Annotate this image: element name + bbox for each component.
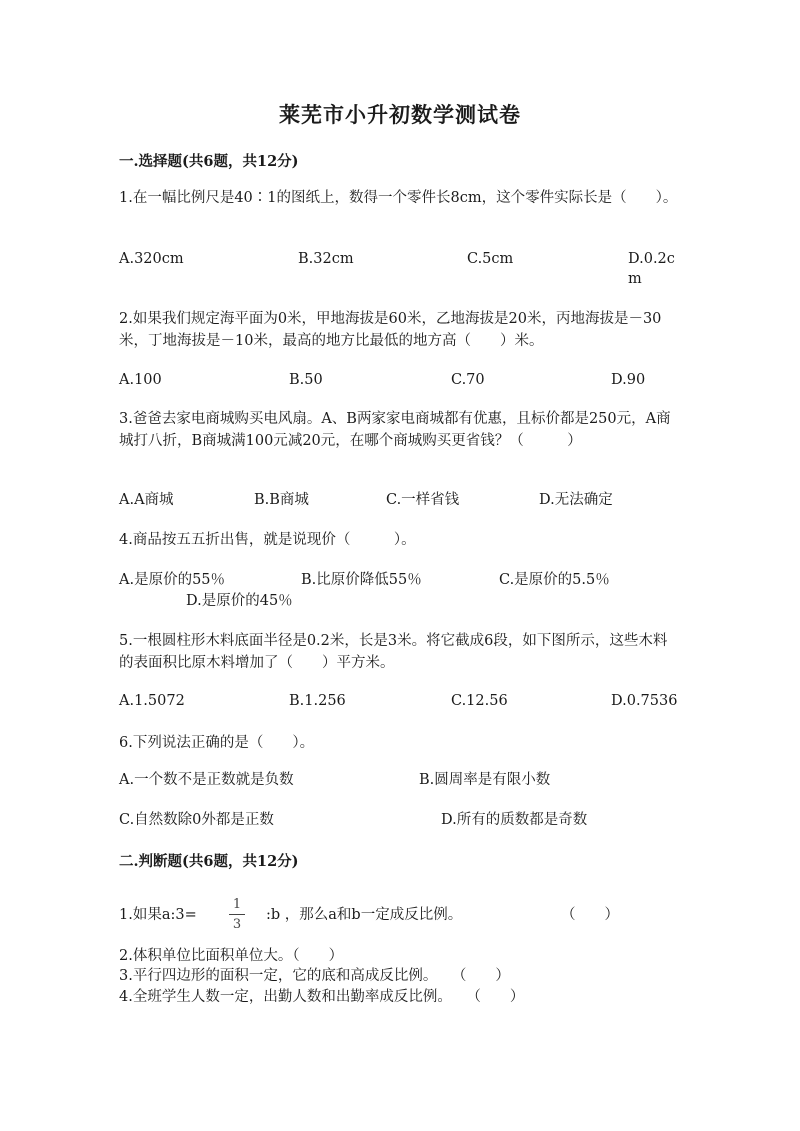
option-a: A.1.5072 [119,693,185,709]
judgement-3: 3.平行四边形的面积一定，它的底和高成反比例。 （ ） [119,968,510,984]
option-d: D.0.2cm [628,251,675,287]
option-b: B.圆周率是有限小数 [419,772,551,788]
option-d: D.所有的质数都是奇数 [441,812,588,828]
option-a: A.是原价的55％ [119,572,226,588]
option-d: D.0.7536 [611,693,678,709]
option-a: A.100 [119,372,162,388]
option-c: C.5cm [467,251,514,267]
fraction-numerator: 1 [232,897,242,912]
question-1: 1.在一幅比例尺是40∶1的图纸上，数得一个零件长8cm，这个零件实际长是（ ）。 [119,190,678,206]
option-b: B.比原价降低55％ [301,572,422,588]
section-heading-judgement: 二.判断题(共6题，共12分) [119,853,299,870]
option-c: C.12.56 [451,693,508,709]
option-c: C.自然数除0外都是正数 [119,812,274,828]
option-b: B.1.256 [289,693,346,709]
fraction-denominator: 3 [232,917,242,932]
option-b: B.50 [289,372,323,388]
question-6: 6.下列说法正确的是（ ）。 [119,735,315,751]
option-d: D.是原价的45％ [186,593,293,609]
option-b: B.B商城 [254,492,309,508]
option-c: C.是原价的5.5％ [499,572,610,588]
option-a: A.320cm [119,251,184,267]
question-2: 2.如果我们规定海平面为0米，甲地海拔是60米，乙地海拔是20米，丙地海拔是－30米，丁地海拔是－10米，最高的地方比最低的地方高（ ）米。 [119,311,662,349]
question-5: 5.一根圆柱形木料底面半径是0.2米，长是3米。将它截成6段，如下图所示，这些木料的表面积比原木料增加了（ ）平方米。 [119,633,668,671]
fraction-bar [229,914,245,915]
section-heading-choice: 一.选择题(共6题，共12分) [119,153,299,170]
option-c: C.70 [451,372,485,388]
judgement-1-prefix: 1.如果a:3= [119,907,197,923]
option-b: B.32cm [298,251,354,267]
question-4: 4.商品按五五折出售，就是说现价（ ）。 [119,532,416,548]
judgement-2: 2.体积单位比面积单位大。（ ） [119,948,344,964]
judgement-1-answer-paren: （ ） [561,907,619,923]
option-d: D.90 [611,372,646,388]
option-d: D.无法确定 [539,492,613,508]
option-c: C.一样省钱 [386,492,460,508]
option-a: A.A商城 [119,492,174,508]
question-3: 3.爸爸去家电商城购买电风扇。A、B两家家电商城都有优惠，且标价都是250元，A商城打八折，B商城满100元减20元，在哪个商城购买更省钱？（ ） [119,411,671,449]
fraction-one-third [229,897,245,932]
judgement-4: 4.全班学生人数一定，出勤人数和出勤率成反比例。 （ ） [119,989,525,1005]
judgement-1-suffix: :b ，那么a和b一定成反比例。 [266,907,463,923]
option-a: A.一个数不是正数就是负数 [119,772,294,788]
page-title: 莱芜市小升初数学测试卷 [279,102,521,127]
